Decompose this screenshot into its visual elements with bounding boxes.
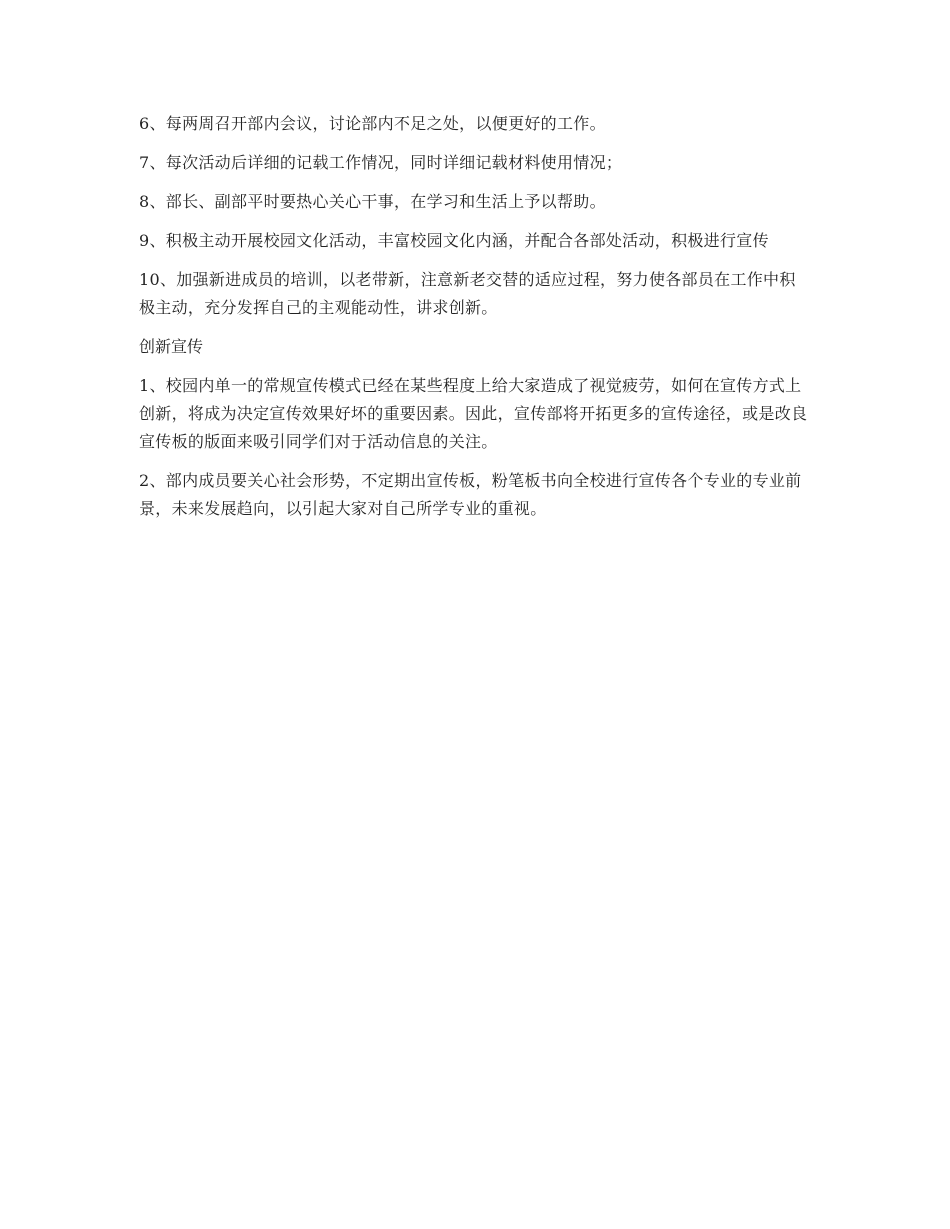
list-item-innovation-2: 2、部内成员要关心社会形势，不定期出宣传板，粉笔板书向全校进行宣传各个专业的专业前景，未来发展趋向，以引起大家对自己所学专业的重视。 (139, 471, 802, 518)
list-item-10: 10、加强新进成员的培训，以老带新，注意新老交替的适应过程，努力使各部员在工作中积极主动，充分发挥自己的主观能动性，讲求创新。 (139, 270, 796, 317)
document-body (139, 110, 811, 534)
list-item-6: 6、每两周召开部内会议，讨论部内不足之处，以便更好的工作。 (139, 114, 606, 133)
list-item-8: 8、部长、副部平时要热心关心干事，在学习和生活上予以帮助。 (139, 192, 606, 211)
list-item-7: 7、每次活动后详细的记载工作情况，同时详细记载材料使用情况； (139, 153, 623, 172)
section-heading: 创新宣传 (139, 337, 204, 356)
list-item-innovation-1: 1、校园内单一的常规宣传模式已经在某些程度上给大家造成了视觉疲劳，如何在宣传方式上创新，将成为决定宣传效果好坏的重要因素。因此，宣传部将开拓更多的宣传途径，或是改良宣传板的版面来吸引同学们对于活动信息的关注。 (139, 376, 808, 451)
list-item-9: 9、积极主动开展校园文化活动，丰富校园文化内涵，并配合各部处活动，积极进行宣传 (139, 231, 769, 250)
